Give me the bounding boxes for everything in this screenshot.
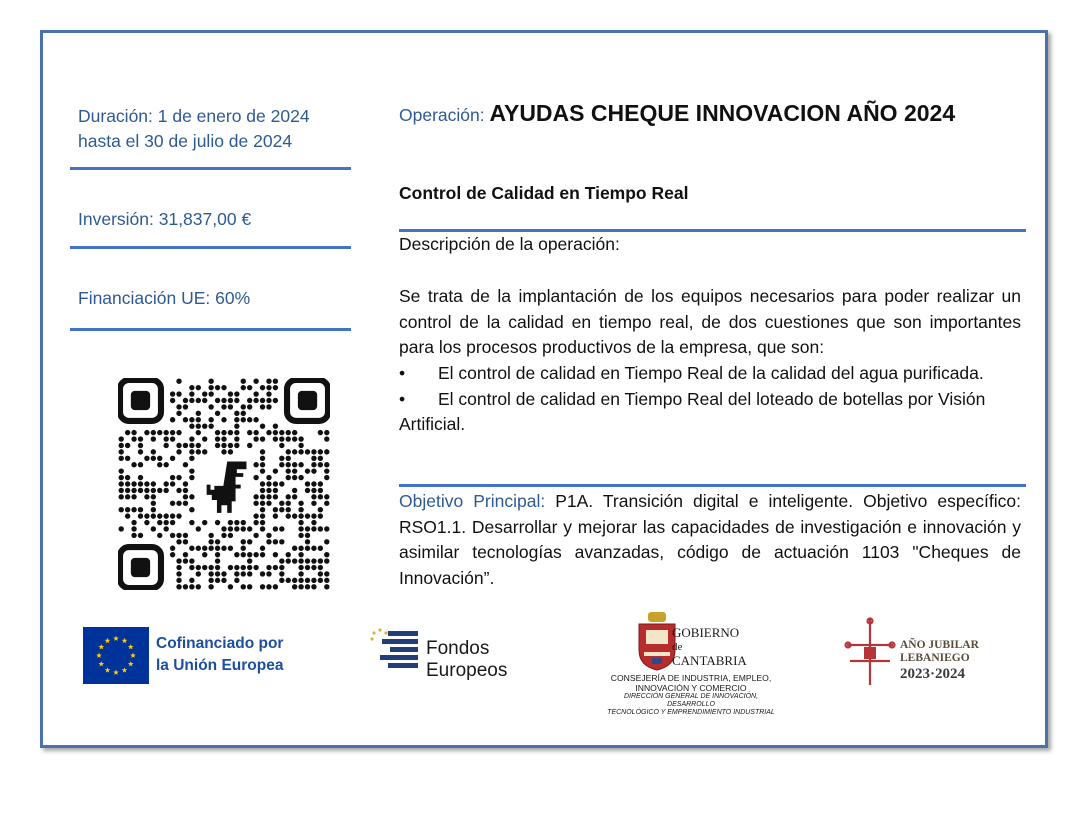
objetivo-text: P1A. Transición digital e inteligente. Objetivo específico: RSO1.1. Desarrollar y mejorar las capacidades de investigación e innovación y asimilar tecnologías avanzadas, código de actuación 1103 "Cheques de Innovación”. [399,491,1021,588]
left-divider-1 [70,167,351,170]
gobierno-sub-4: TECNOLÓGICO Y EMPRENDIMIENTO INDUSTRIAL [607,709,775,716]
lebaniego-cross-icon [844,617,896,687]
fondos-europeos-logo [368,625,558,681]
descripcion-paragraph: Se trata de la implantación de los equipos necesarios para poder realizar un control de la calidad en tiempo real, de dos cuestiones que son importantes para los procesos productivos de la empresa, que son: [399,286,1021,358]
bullet-2-text: El control de calidad en Tiempo Real del loteado de botellas por Visión Artificial. [399,388,986,435]
operacion-label: Operación: [399,105,485,125]
duracion-line-2: hasta el 30 de julio de 2024 [78,131,293,151]
gobierno-line-3: CANTABRIA [672,653,747,668]
objetivo-label: Objetivo Principal: [399,491,546,511]
jubilar-line-3: 2023·2024 [900,666,966,682]
gobierno-sub-3: DIRECCIÓN GENERAL DE INNOVACIÓN, DESARROLLO [623,693,759,708]
project-title: Control de Calidad en Tiempo Real [399,183,689,203]
bullet-block [399,361,1021,438]
right-divider-2 [399,484,1026,487]
eu-cofinanciado-logo [83,627,289,684]
descripcion-label: Descripción de la operación: [399,234,620,254]
gobierno-line-2: de [672,641,683,653]
financiacion-text: Financiación UE: 60% [78,288,251,308]
gobierno-sub-2: INNOVACIÓN Y COMERCIO [635,683,747,693]
eu-logo-line-1: Cofinanciado por [156,635,284,652]
operacion-title: AYUDAS CHEQUE INNOVACION AÑO 2024 [489,100,956,126]
left-divider-2 [70,246,351,249]
bullet-marker-1: • [399,363,406,383]
left-divider-3 [70,328,351,331]
gobierno-cantabria-logo [606,612,776,716]
inversion-text: Inversión: 31,837,00 € [78,209,252,229]
fondos-stripes-icon [368,625,424,671]
bullet-item-2-text [399,387,1021,438]
eu-logo-line-2: la Unión Europea [156,657,284,674]
descripcion-body [399,284,1021,361]
bullet-1-text: El control de calidad en Tiempo Real de la calidad del agua purificada. [438,363,984,383]
jubilar-line-1: AÑO JUBILAR [900,639,979,651]
objetivo-paragraph [399,489,1021,591]
bullet-item-1-text [399,361,1021,387]
dinosaur-icon [207,462,247,513]
duracion-text [78,104,310,154]
gobierno-sub-1: CONSEJERÍA DE INDUSTRIA, EMPLEO, [610,673,772,683]
eu-flag-icon [83,627,149,684]
qr-code-icon[interactable] [118,378,330,590]
gobierno-line-1: GOBIERNO [672,625,740,640]
bullet-marker-2: • [399,388,406,409]
operacion-heading [399,96,1021,132]
duracion-line-1: Duración: 1 de enero de 2024 [78,106,310,126]
ano-jubilar-lebaniego-logo [844,617,984,689]
fondos-logo-text: Fondos Europeos [426,638,508,681]
jubilar-line-2: LEBANIEGO [900,652,970,664]
